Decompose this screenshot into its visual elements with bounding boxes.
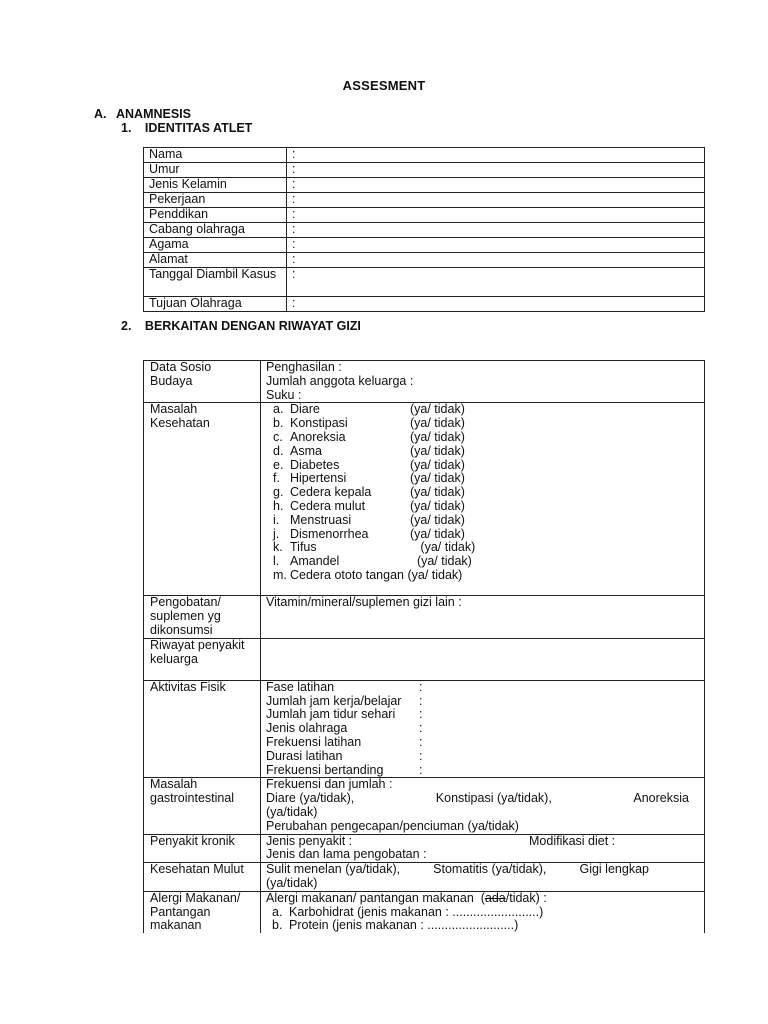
item-name: Konstipasi <box>290 416 348 431</box>
row-value-field[interactable]: : <box>287 297 705 312</box>
row-label: Masalah gastrointestinal <box>144 778 261 834</box>
list-item <box>273 555 699 569</box>
item-name: Cedera mulut <box>290 498 366 513</box>
kronik-line <box>266 835 699 849</box>
list-item <box>266 764 699 778</box>
sosio-cell[interactable] <box>261 361 705 403</box>
item-name: Fase latihan <box>266 679 335 694</box>
table-row <box>144 297 705 312</box>
item-name: Cedera kepala <box>290 485 372 500</box>
table-row <box>144 193 705 208</box>
item-colon: : <box>419 679 423 694</box>
alergi-strike: ada <box>484 890 506 905</box>
table-row <box>144 361 705 403</box>
riwayat-gizi-table <box>143 360 705 933</box>
list-item <box>266 736 699 750</box>
item-marker: g. <box>273 485 284 500</box>
item-marker: f. <box>273 471 280 486</box>
row-value-field[interactable]: : <box>287 223 705 238</box>
row-label: Alamat <box>144 253 287 268</box>
item-option: (ya/ tidak) <box>410 512 465 527</box>
riwayat-heading <box>121 320 361 334</box>
row-label: Penddikan <box>144 208 287 223</box>
item-colon: : <box>419 693 423 708</box>
row-value-field[interactable]: : <box>287 238 705 253</box>
list-item <box>273 445 699 459</box>
list-item <box>266 750 699 764</box>
list-item <box>273 569 699 583</box>
item-marker: d. <box>273 443 284 458</box>
item-name: Jumlah jam tidur sehari <box>266 707 396 722</box>
item-marker: b. <box>272 918 283 933</box>
item-option: (ya/ tidak) <box>410 416 465 431</box>
row-value-field[interactable]: : <box>287 208 705 223</box>
item-name: Menstruasi <box>290 512 352 527</box>
aktivitas-cell[interactable] <box>261 680 705 778</box>
row-value-field[interactable]: : <box>287 148 705 163</box>
item-name: Frekuensi bertanding <box>266 762 384 777</box>
gastro-line: Frekuensi dan jumlah : <box>266 777 393 792</box>
list-item <box>273 403 699 417</box>
document-title: ASSESMENT <box>342 78 426 93</box>
item-name: Diabetes <box>290 457 340 472</box>
row-label: Riwayat penyakit keluarga <box>144 638 261 680</box>
row-label: Umur <box>144 163 287 178</box>
item-marker: l. <box>273 554 280 569</box>
row-value-field[interactable]: : <box>287 163 705 178</box>
keluarga-cell[interactable] <box>261 638 705 680</box>
item-name: Cedera ototo tangan (ya/ tidak) <box>290 567 463 582</box>
list-item <box>273 541 699 555</box>
table-row <box>144 163 705 178</box>
item-option: (ya/ tidak) <box>410 498 465 513</box>
row-value-field[interactable]: : <box>287 253 705 268</box>
option-konstipasi: Konstipasi (ya/tidak), <box>435 791 552 806</box>
item-name: Hipertensi <box>290 471 347 486</box>
riwayat-num: 2. <box>121 319 132 333</box>
list-item <box>273 528 699 542</box>
list-item <box>273 472 699 486</box>
sosio-line: Suku : <box>266 387 302 402</box>
list-item <box>273 486 699 500</box>
item-option: (ya/ tidak) <box>410 526 465 541</box>
table-row <box>144 223 705 238</box>
item-name: Asma <box>290 443 322 458</box>
mulut-options <box>266 863 699 877</box>
row-label: Penyakit kronik <box>144 834 261 863</box>
section-a-label: ANAMNESIS <box>115 107 191 121</box>
row-label: Data Sosio Budaya <box>144 361 261 403</box>
item-option: (ya/ tidak) <box>410 457 465 472</box>
kesehatan-cell[interactable] <box>261 403 705 596</box>
item-option: (ya/ tidak) <box>410 402 465 417</box>
list-item <box>273 431 699 445</box>
mulut-line: (ya/tidak) <box>266 875 318 890</box>
item-colon: : <box>419 762 423 777</box>
row-value-field[interactable]: : <box>287 193 705 208</box>
kronik-modifikasi: Modifikasi diet : <box>529 833 616 848</box>
table-row <box>144 403 705 596</box>
item-option: (ya/ tidak) <box>410 540 476 555</box>
table-row <box>144 778 705 834</box>
row-label: Masalah Kesehatan <box>144 403 261 596</box>
mulut-cell[interactable] <box>261 863 705 892</box>
item-marker: b. <box>273 416 284 431</box>
list-item <box>266 708 699 722</box>
gastro-options <box>266 792 699 806</box>
item-text: Karbohidrat (jenis makanan : .........................) <box>289 904 544 919</box>
table-row <box>144 268 705 297</box>
list-item <box>266 906 699 920</box>
item-marker: e. <box>273 457 284 472</box>
sosio-line: Penghasilan : <box>266 360 342 374</box>
row-label: Kesehatan Mulut <box>144 863 261 892</box>
item-name: Diare <box>290 402 320 417</box>
gastro-line: Perubahan pengecapan/penciuman (ya/tidak) <box>266 818 519 833</box>
table-row <box>144 178 705 193</box>
alergi-pre: Alergi makanan/ pantangan makanan ( <box>266 890 485 905</box>
item-name: Amandel <box>290 554 340 569</box>
row-label: Tujuan Olahraga <box>144 297 287 312</box>
item-name: Jumlah jam kerja/belajar <box>266 693 402 708</box>
row-label: Aktivitas Fisik <box>144 680 261 778</box>
identitas-heading <box>121 122 252 136</box>
table-row <box>144 680 705 778</box>
table-row <box>144 208 705 223</box>
list-item <box>273 500 699 514</box>
item-colon: : <box>419 748 423 763</box>
gastro-cell[interactable] <box>261 778 705 834</box>
riwayat-label: BERKAITAN DENGAN RIWAYAT GIZI <box>144 319 361 333</box>
item-marker: j. <box>273 526 280 541</box>
item-option: (ya/ tidak) <box>410 443 465 458</box>
list-item <box>266 695 699 709</box>
item-name: Jenis olahraga <box>266 721 348 736</box>
list-item <box>266 722 699 736</box>
item-option: (ya/ tidak) <box>410 429 465 444</box>
table-row <box>144 238 705 253</box>
table-row <box>144 891 705 933</box>
option-menelan: Sulit menelan (ya/tidak), <box>266 862 401 877</box>
item-colon: : <box>419 707 423 722</box>
row-label: Jenis Kelamin <box>144 178 287 193</box>
item-option: (ya/ tidak) <box>410 471 465 486</box>
section-a-heading <box>94 108 191 122</box>
row-value-field[interactable]: : <box>287 268 705 297</box>
item-marker: c. <box>273 429 283 444</box>
sosio-line: Jumlah anggota keluarga : <box>266 373 414 388</box>
item-marker: a. <box>272 904 283 919</box>
kronik-line: Jenis dan lama pengobatan : <box>266 847 427 862</box>
list-item <box>273 514 699 528</box>
option-diare: Diare (ya/tidak), <box>266 791 355 806</box>
identitas-num: 1. <box>121 121 132 135</box>
pengobatan-cell[interactable]: Vitamin/mineral/suplemen gizi lain : <box>261 596 705 638</box>
item-name: Frekuensi latihan <box>266 734 362 749</box>
kronik-jenis: Jenis penyakit : <box>266 833 353 848</box>
table-row <box>144 638 705 680</box>
row-label: Tanggal Diambil Kasus <box>144 268 287 297</box>
list-item <box>266 681 699 695</box>
item-name: Dismenorrhea <box>290 526 369 541</box>
table-row <box>144 863 705 892</box>
table-row <box>144 253 705 268</box>
section-a-letter: A. <box>94 107 107 121</box>
item-text: Protein (jenis makanan : .........................) <box>289 918 519 933</box>
row-label: Cabang olahraga <box>144 223 287 238</box>
item-name: Tifus <box>290 540 317 555</box>
table-row <box>144 834 705 863</box>
option-gigi: Gigi lengkap <box>579 862 649 877</box>
gastro-line: (ya/tidak) <box>266 804 318 819</box>
option-anoreksia: Anoreksia <box>633 791 689 806</box>
item-marker: k. <box>273 540 283 555</box>
identitas-table <box>143 147 705 312</box>
row-label: Agama <box>144 238 287 253</box>
item-marker: a. <box>273 402 284 417</box>
list-item <box>273 417 699 431</box>
item-option: (ya/ tidak) <box>410 485 465 500</box>
alergi-cell[interactable] <box>261 891 705 933</box>
alergi-line <box>266 892 699 906</box>
item-name: Anoreksia <box>290 429 346 444</box>
row-label: Alergi Makanan/ Pantangan makanan <box>144 891 261 933</box>
item-marker: m. <box>273 567 287 582</box>
identitas-label: IDENTITAS ATLET <box>144 121 253 135</box>
list-item <box>266 919 699 933</box>
table-row <box>144 596 705 638</box>
item-option: (ya/ tidak) <box>410 554 472 569</box>
row-label: Pekerjaan <box>144 193 287 208</box>
item-marker: h. <box>273 498 284 513</box>
alergi-post: /tidak) : <box>505 890 547 905</box>
item-colon: : <box>419 734 423 749</box>
row-label: Pengobatan/ suplemen yg dikonsumsi <box>144 596 261 638</box>
item-colon: : <box>419 721 423 736</box>
kronik-cell[interactable] <box>261 834 705 863</box>
row-value-field[interactable]: : <box>287 178 705 193</box>
option-stomatitis: Stomatitis (ya/tidak), <box>433 862 547 877</box>
item-name: Durasi latihan <box>266 748 343 763</box>
list-item <box>273 459 699 473</box>
table-row <box>144 148 705 163</box>
row-label: Nama <box>144 148 287 163</box>
item-marker: i. <box>273 512 280 527</box>
